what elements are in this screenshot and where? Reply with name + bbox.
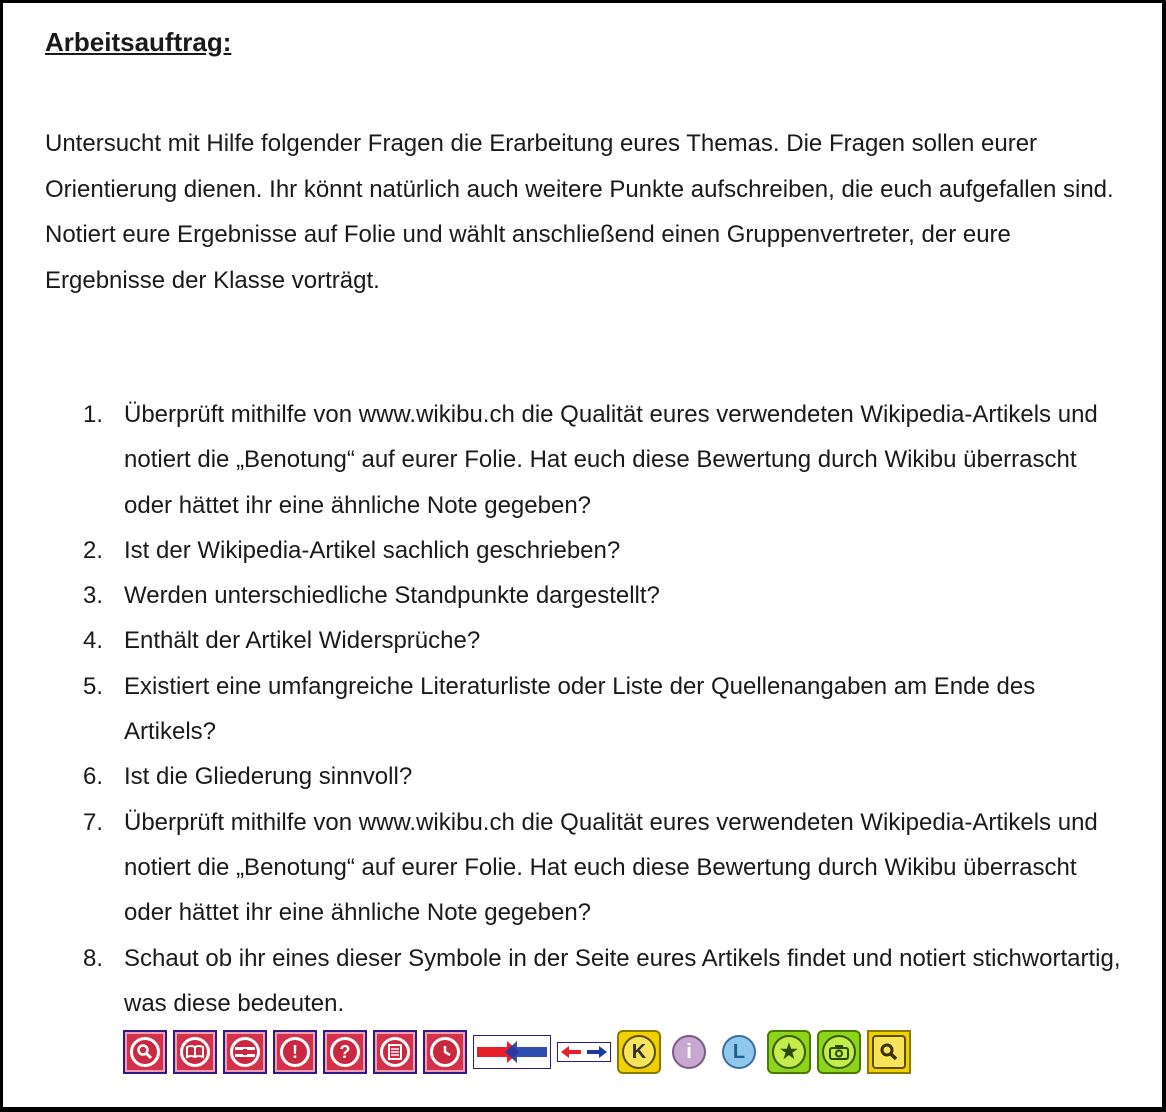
star-icon: ★ xyxy=(767,1030,811,1074)
task-item-3 xyxy=(83,573,1123,618)
task-item-8 xyxy=(83,936,1123,1027)
page-heading: Arbeitsauftrag: xyxy=(45,27,232,57)
info-icon: i xyxy=(667,1030,711,1074)
task-number: 2. xyxy=(83,536,104,564)
task-item-4 xyxy=(83,618,1123,663)
book-icon xyxy=(173,1030,217,1074)
list-icon xyxy=(373,1030,417,1074)
magnifier-icon xyxy=(123,1030,167,1074)
camera-icon xyxy=(817,1030,861,1074)
task-text: Existiert eine umfangreiche Literaturliste oder Liste der Quellenangaben am Ende des Artikels? xyxy=(124,672,1036,746)
intro-paragraph-1: Untersucht mit Hilfe folgender Fragen die Erarbeitung eures Themas. Die Fragen sollen eurer Orientierung dienen. Ihr könnt natürlich auch weitere Punkte aufschreiben, die euch aufgefallen sind. xyxy=(45,130,1114,203)
merge-arrow-icon xyxy=(473,1035,551,1069)
task-text: Enthält der Artikel Widersprüche? xyxy=(124,627,481,655)
merge-icon xyxy=(223,1030,267,1074)
task-list xyxy=(83,392,1123,1026)
task-item-7 xyxy=(83,800,1123,936)
task-item-5 xyxy=(83,664,1123,755)
task-item-6 xyxy=(83,754,1123,799)
task-number: 6. xyxy=(83,763,104,791)
task-text: Werden unterschiedliche Standpunkte dargestellt? xyxy=(124,582,660,610)
task-number: 4. xyxy=(83,627,104,655)
symbol-row xyxy=(123,1029,917,1074)
k-icon: K xyxy=(617,1030,661,1074)
task-text: Überprüft mithilfe von www.wikibu.ch die Qualität eures verwendeten Wikipedia-Artikels und notiert die „Benotung“ auf eurer Folie. Hat euch diese Bewertung durch Wikibu überrascht oder hättet ihr eine ähnliche Note gegeben? xyxy=(124,808,1098,927)
question-icon: ? xyxy=(323,1030,367,1074)
task-item-2 xyxy=(83,528,1123,573)
l-icon: L xyxy=(717,1030,761,1074)
task-number: 3. xyxy=(83,582,104,610)
intro-paragraph-2: Notiert eure Ergebnisse auf Folie und wählt anschließend einen Gruppenvertreter, der eure Ergebnisse der Klasse vorträgt. xyxy=(45,221,1011,294)
clock-icon xyxy=(423,1030,467,1074)
task-number: 7. xyxy=(83,808,104,836)
swap-arrow-icon xyxy=(557,1042,611,1062)
task-text: Überprüft mithilfe von www.wikibu.ch die Qualität eures verwendeten Wikipedia-Artikels und notiert die „Benotung“ auf eurer Folie. Hat euch diese Bewertung durch Wikibu überrascht oder hättet ihr eine ähnliche Note gegeben? xyxy=(124,401,1098,519)
yellow-magnifier-icon xyxy=(867,1030,911,1074)
task-number: 1. xyxy=(83,401,104,428)
intro-text xyxy=(45,121,1125,303)
exclamation-icon: ! xyxy=(273,1030,317,1074)
task-number: 8. xyxy=(83,944,104,972)
task-text: Ist die Gliederung sinnvoll? xyxy=(124,763,413,791)
task-item-1 xyxy=(83,392,1123,528)
task-text: Ist der Wikipedia-Artikel sachlich geschrieben? xyxy=(124,536,621,564)
task-number: 5. xyxy=(83,672,104,700)
task-text: Schaut ob ihr eines dieser Symbole in der Seite eures Artikels findet und notiert stichwortartig, was diese bedeuten. xyxy=(124,944,1121,1017)
